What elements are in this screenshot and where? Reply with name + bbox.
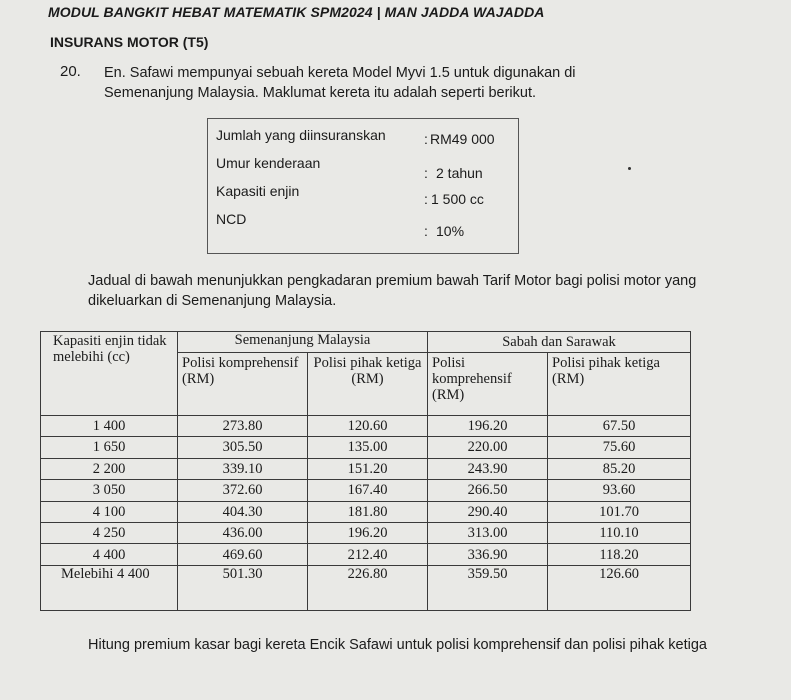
header-sabah-sarawak: Sabah dan Sarawak (428, 332, 691, 353)
info-label: Kapasiti enjin (216, 183, 300, 199)
question-number: 20. (60, 63, 81, 80)
cell-sm-third-party: 196.20 (308, 522, 428, 543)
cell-ss-third-party: 118.20 (548, 544, 691, 565)
cell-engine-capacity: 2 200 (41, 458, 178, 479)
cell-ss-third-party: 85.20 (548, 458, 691, 479)
cell-sm-third-party: 135.00 (308, 437, 428, 458)
cell-ss-comprehensive: 359.50 (428, 565, 548, 610)
info-row-sum-insured (216, 127, 516, 151)
info-separator: : (424, 191, 428, 207)
cell-engine-capacity: 4 100 (41, 501, 178, 522)
cell-ss-third-party: 101.70 (548, 501, 691, 522)
cell-ss-comprehensive: 290.40 (428, 501, 548, 522)
table-row (41, 565, 691, 610)
info-separator: : (424, 165, 428, 181)
info-value: 1 500 cc (431, 191, 484, 207)
cell-sm-third-party: 167.40 (308, 480, 428, 501)
cell-ss-comprehensive: 220.00 (428, 437, 548, 458)
cell-engine-capacity: 1 400 (41, 415, 178, 436)
cell-engine-capacity: 4 400 (41, 544, 178, 565)
cell-ss-comprehensive: 196.20 (428, 415, 548, 436)
info-label: Jumlah yang diinsuranskan (216, 127, 386, 143)
cell-engine-capacity: 3 050 (41, 480, 178, 501)
info-value: RM49 000 (430, 131, 495, 147)
table-row (41, 437, 691, 458)
table-row (41, 480, 691, 501)
header-ss-third-party: Polisi pihak ketiga (RM) (548, 353, 691, 415)
header-sm-third-party: Polisi pihak ketiga (RM) (308, 353, 428, 415)
cell-sm-third-party: 151.20 (308, 458, 428, 479)
table-row (41, 522, 691, 543)
cell-sm-comprehensive: 273.80 (178, 415, 308, 436)
cell-sm-comprehensive: 436.00 (178, 522, 308, 543)
cell-sm-comprehensive: 339.10 (178, 458, 308, 479)
header-semenanjung: Semenanjung Malaysia (178, 332, 428, 353)
cell-sm-comprehensive: 372.60 (178, 480, 308, 501)
info-label: Umur kenderaan (216, 155, 321, 171)
cell-sm-comprehensive: 305.50 (178, 437, 308, 458)
info-separator: : (424, 223, 428, 239)
cell-ss-comprehensive: 243.90 (428, 458, 548, 479)
header-sm-comprehensive: Polisi komprehensif (RM) (178, 353, 308, 415)
info-row-ncd (216, 211, 516, 239)
cell-engine-capacity: 4 250 (41, 522, 178, 543)
car-info-box (207, 118, 519, 254)
motor-tariff-table (40, 331, 691, 611)
header-ss-comprehensive: Polisi komprehensif (RM) (428, 353, 548, 415)
ink-dot (628, 167, 631, 170)
cell-ss-comprehensive: 313.00 (428, 522, 548, 543)
table-row (41, 415, 691, 436)
cell-ss-third-party: 126.60 (548, 565, 691, 610)
cell-ss-third-party: 75.60 (548, 437, 691, 458)
cell-sm-comprehensive: 501.30 (178, 565, 308, 610)
table-row (41, 458, 691, 479)
module-title: MODUL BANGKIT HEBAT MATEMATIK SPM2024 | MAN JADDA WAJADDA (48, 4, 545, 20)
info-separator: : (424, 131, 428, 147)
topic-title: INSURANS MOTOR (T5) (50, 34, 209, 50)
cell-sm-comprehensive: 404.30 (178, 501, 308, 522)
cell-ss-comprehensive: 266.50 (428, 480, 548, 501)
cell-sm-third-party: 226.80 (308, 565, 428, 610)
cell-engine-capacity: Melebihi 4 400 (41, 565, 178, 610)
cell-ss-third-party: 93.60 (548, 480, 691, 501)
table-intro: Jadual di bawah menunjukkan pengkadaran premium bawah Tarif Motor bagi polisi motor yang dikeluarkan di Semenanjung Malaysia. (88, 273, 697, 309)
header-engine-capacity: Kapasiti enjin tidak melebihi (cc) (41, 332, 178, 416)
table-row (41, 544, 691, 565)
cell-engine-capacity: 1 650 (41, 437, 178, 458)
info-value: 2 tahun (436, 165, 483, 181)
table-row (41, 501, 691, 522)
cell-sm-third-party: 120.60 (308, 415, 428, 436)
cell-ss-comprehensive: 336.90 (428, 544, 548, 565)
cell-ss-third-party: 67.50 (548, 415, 691, 436)
cell-sm-third-party: 212.40 (308, 544, 428, 565)
cell-ss-third-party: 110.10 (548, 522, 691, 543)
info-label: NCD (216, 211, 247, 227)
question-intro: En. Safawi mempunyai sebuah kereta Model Myvi 1.5 untuk digunakan di Semenanjung Malaysia. Maklumat kereta itu adalah seperti berikut. (104, 65, 576, 101)
info-row-engine-capacity (216, 183, 516, 207)
cell-sm-third-party: 181.80 (308, 501, 428, 522)
info-value: 10% (436, 223, 465, 239)
info-row-vehicle-age (216, 155, 516, 179)
final-question: Hitung premium kasar bagi kereta Encik Safawi untuk polisi komprehensif dan polisi pihak ketiga (88, 637, 707, 653)
cell-sm-comprehensive: 469.60 (178, 544, 308, 565)
